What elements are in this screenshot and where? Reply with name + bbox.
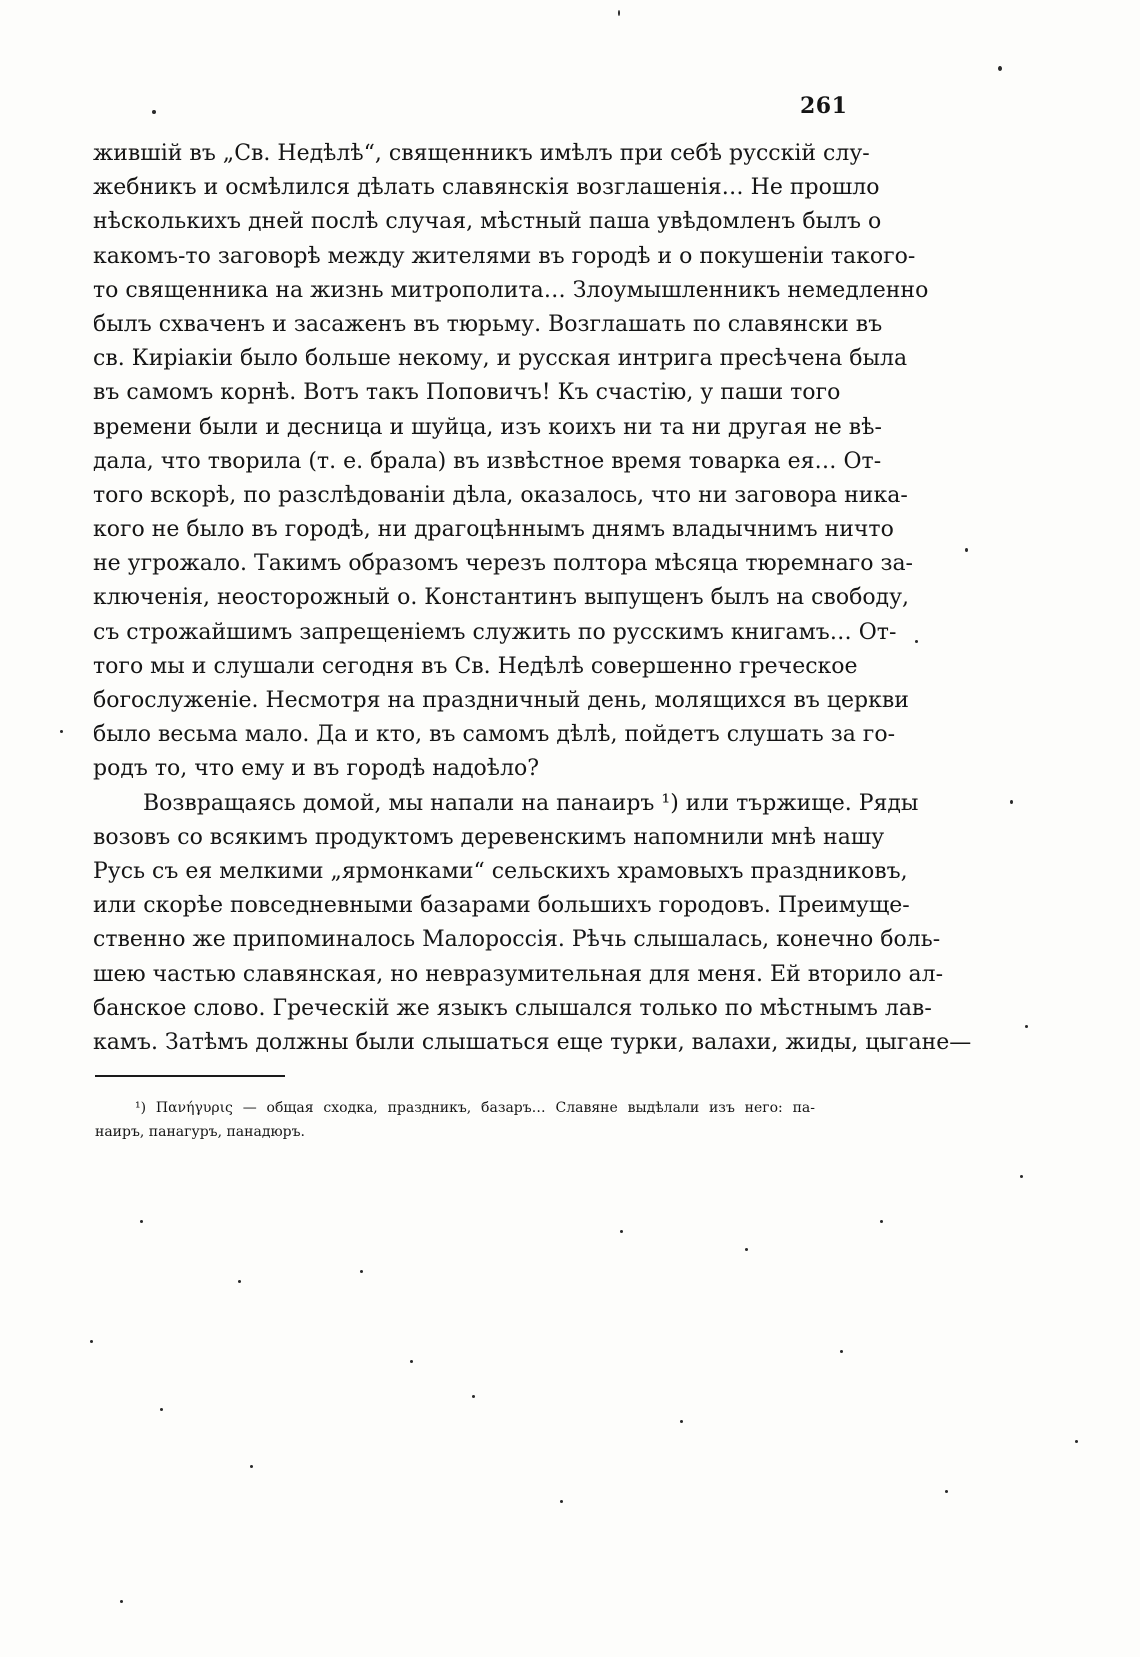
text-line: Русь съ ея мелкими „ярмонками“ сельскихъ храмовыхъ праздниковъ, bbox=[93, 858, 908, 884]
scan-speck bbox=[140, 1220, 143, 1223]
footnote-line: ¹) Πανήγυρις — общая сходка, праздникъ, базаръ… Славяне выдѣлали изъ него: па- bbox=[135, 1100, 815, 1116]
text-line: или скорѣе повседневными базарами большихъ городовъ. Преимуще- bbox=[93, 893, 910, 919]
text-line: того мы и слушали сегодня въ Св. Недѣлѣ совершенно греческое bbox=[93, 653, 858, 679]
text-line: ственно же припоминалось Малороссія. Рѣчь слышалась, конечно боль- bbox=[93, 927, 941, 953]
scan-speck bbox=[618, 10, 620, 16]
body-text bbox=[93, 137, 972, 1060]
text-line: въ самомъ корнѣ. Вотъ такъ Поповичъ! Къ счастію, у паши того bbox=[93, 380, 841, 406]
scan-speck bbox=[60, 730, 63, 733]
scan-speck bbox=[945, 1490, 948, 1493]
text-line: было весьма мало. Да и кто, въ самомъ дѣлѣ, пойдетъ слушать за го- bbox=[93, 722, 896, 748]
scan-speck bbox=[410, 1360, 413, 1363]
scan-speck bbox=[120, 1600, 123, 1603]
text-line: нѣсколькихъ дней послѣ случая, мѣстный паша увѣдомленъ былъ о bbox=[93, 209, 882, 235]
text-line: ключенія, неосторожный о. Константинъ выпущенъ былъ на свободу, bbox=[93, 585, 910, 611]
footnote-line: наиръ, панагуръ, панадюръ. bbox=[95, 1124, 305, 1140]
scan-speck bbox=[880, 1220, 883, 1223]
text-line: камъ. Затѣмъ должны были слышаться еще турки, валахи, жиды, цыгане— bbox=[93, 1029, 972, 1055]
text-line: шею частью славянская, но невразумительная для меня. Ей вторило ал- bbox=[93, 961, 944, 987]
scan-speck bbox=[560, 1500, 563, 1503]
scan-speck bbox=[90, 1340, 93, 1343]
text-line: св. Киріакіи было больше некому, и русская интрига пресѣчена была bbox=[93, 346, 908, 372]
text-line: жившій въ „Св. Недѣлѣ“, священникъ имѣлъ при себѣ русскій слу- bbox=[93, 141, 870, 166]
page-number: 261 bbox=[800, 93, 848, 119]
scan-speck bbox=[160, 1408, 163, 1411]
text-line: не угрожало. Такимъ образомъ черезъ полтора мѣсяца тюремнаго за- bbox=[93, 551, 913, 577]
scan-speck bbox=[745, 1248, 748, 1251]
scan-speck bbox=[965, 548, 968, 552]
scan-speck bbox=[1025, 1025, 1028, 1028]
scan-speck bbox=[840, 1350, 843, 1353]
scan-speck bbox=[680, 1420, 683, 1423]
text-line: былъ схваченъ и засаженъ въ тюрьму. Возглашать по славянски въ bbox=[93, 311, 883, 337]
paragraph-start-line: Возвращаясь домой, мы напали на панаиръ ¹) или тържище. Ряды bbox=[143, 790, 919, 816]
text-line: банское слово. Греческій же языкъ слышался только по мѣстнымъ лав- bbox=[93, 995, 932, 1021]
scan-speck bbox=[915, 640, 918, 643]
footnote-separator bbox=[95, 1075, 285, 1077]
scan-speck bbox=[620, 1230, 623, 1233]
text-line: съ строжайшимъ запрещеніемъ служить по русскимъ книгамъ… От- bbox=[93, 619, 897, 645]
text-line: того вскорѣ, по разслѣдованіи дѣла, оказалось, что ни заговора ника- bbox=[93, 482, 908, 508]
scan-speck bbox=[472, 1395, 475, 1398]
scan-speck bbox=[1020, 1175, 1023, 1178]
scan-speck bbox=[238, 1280, 241, 1283]
scan-speck bbox=[998, 66, 1002, 71]
scan-speck bbox=[152, 110, 156, 114]
text-line: богослуженіе. Несмотря на праздничный день, молящихся въ церкви bbox=[93, 688, 909, 713]
text-line: какомъ-то заговорѣ между жителями въ городѣ и о покушеніи такого- bbox=[93, 243, 916, 269]
text-line: родъ то, что ему и въ городѣ надоѣло? bbox=[93, 756, 540, 782]
scan-speck bbox=[360, 1270, 363, 1273]
text-line: возовъ со всякимъ продуктомъ деревенскимъ напомнили мнѣ нашу bbox=[93, 824, 885, 850]
scan-speck bbox=[1010, 800, 1013, 804]
scan-speck bbox=[1075, 1440, 1078, 1443]
footnote bbox=[95, 1096, 815, 1144]
scan-speck bbox=[250, 1465, 253, 1468]
text-line: времени были и десница и шуйца, изъ коихъ ни та ни другая не вѣ- bbox=[93, 414, 882, 440]
text-line: то священника на жизнь митрополита… Злоумышленникъ немедленно bbox=[93, 277, 929, 303]
text-line: дала, что творила (т. е. брала) въ извѣстное время товарка ея… От- bbox=[93, 448, 882, 474]
text-line: кого не было въ городѣ, ни драгоцѣннымъ днямъ владычнимъ ничто bbox=[93, 517, 894, 543]
text-line: жебникъ и осмѣлился дѣлать славянскія возглашенія… Не прошло bbox=[93, 175, 880, 201]
